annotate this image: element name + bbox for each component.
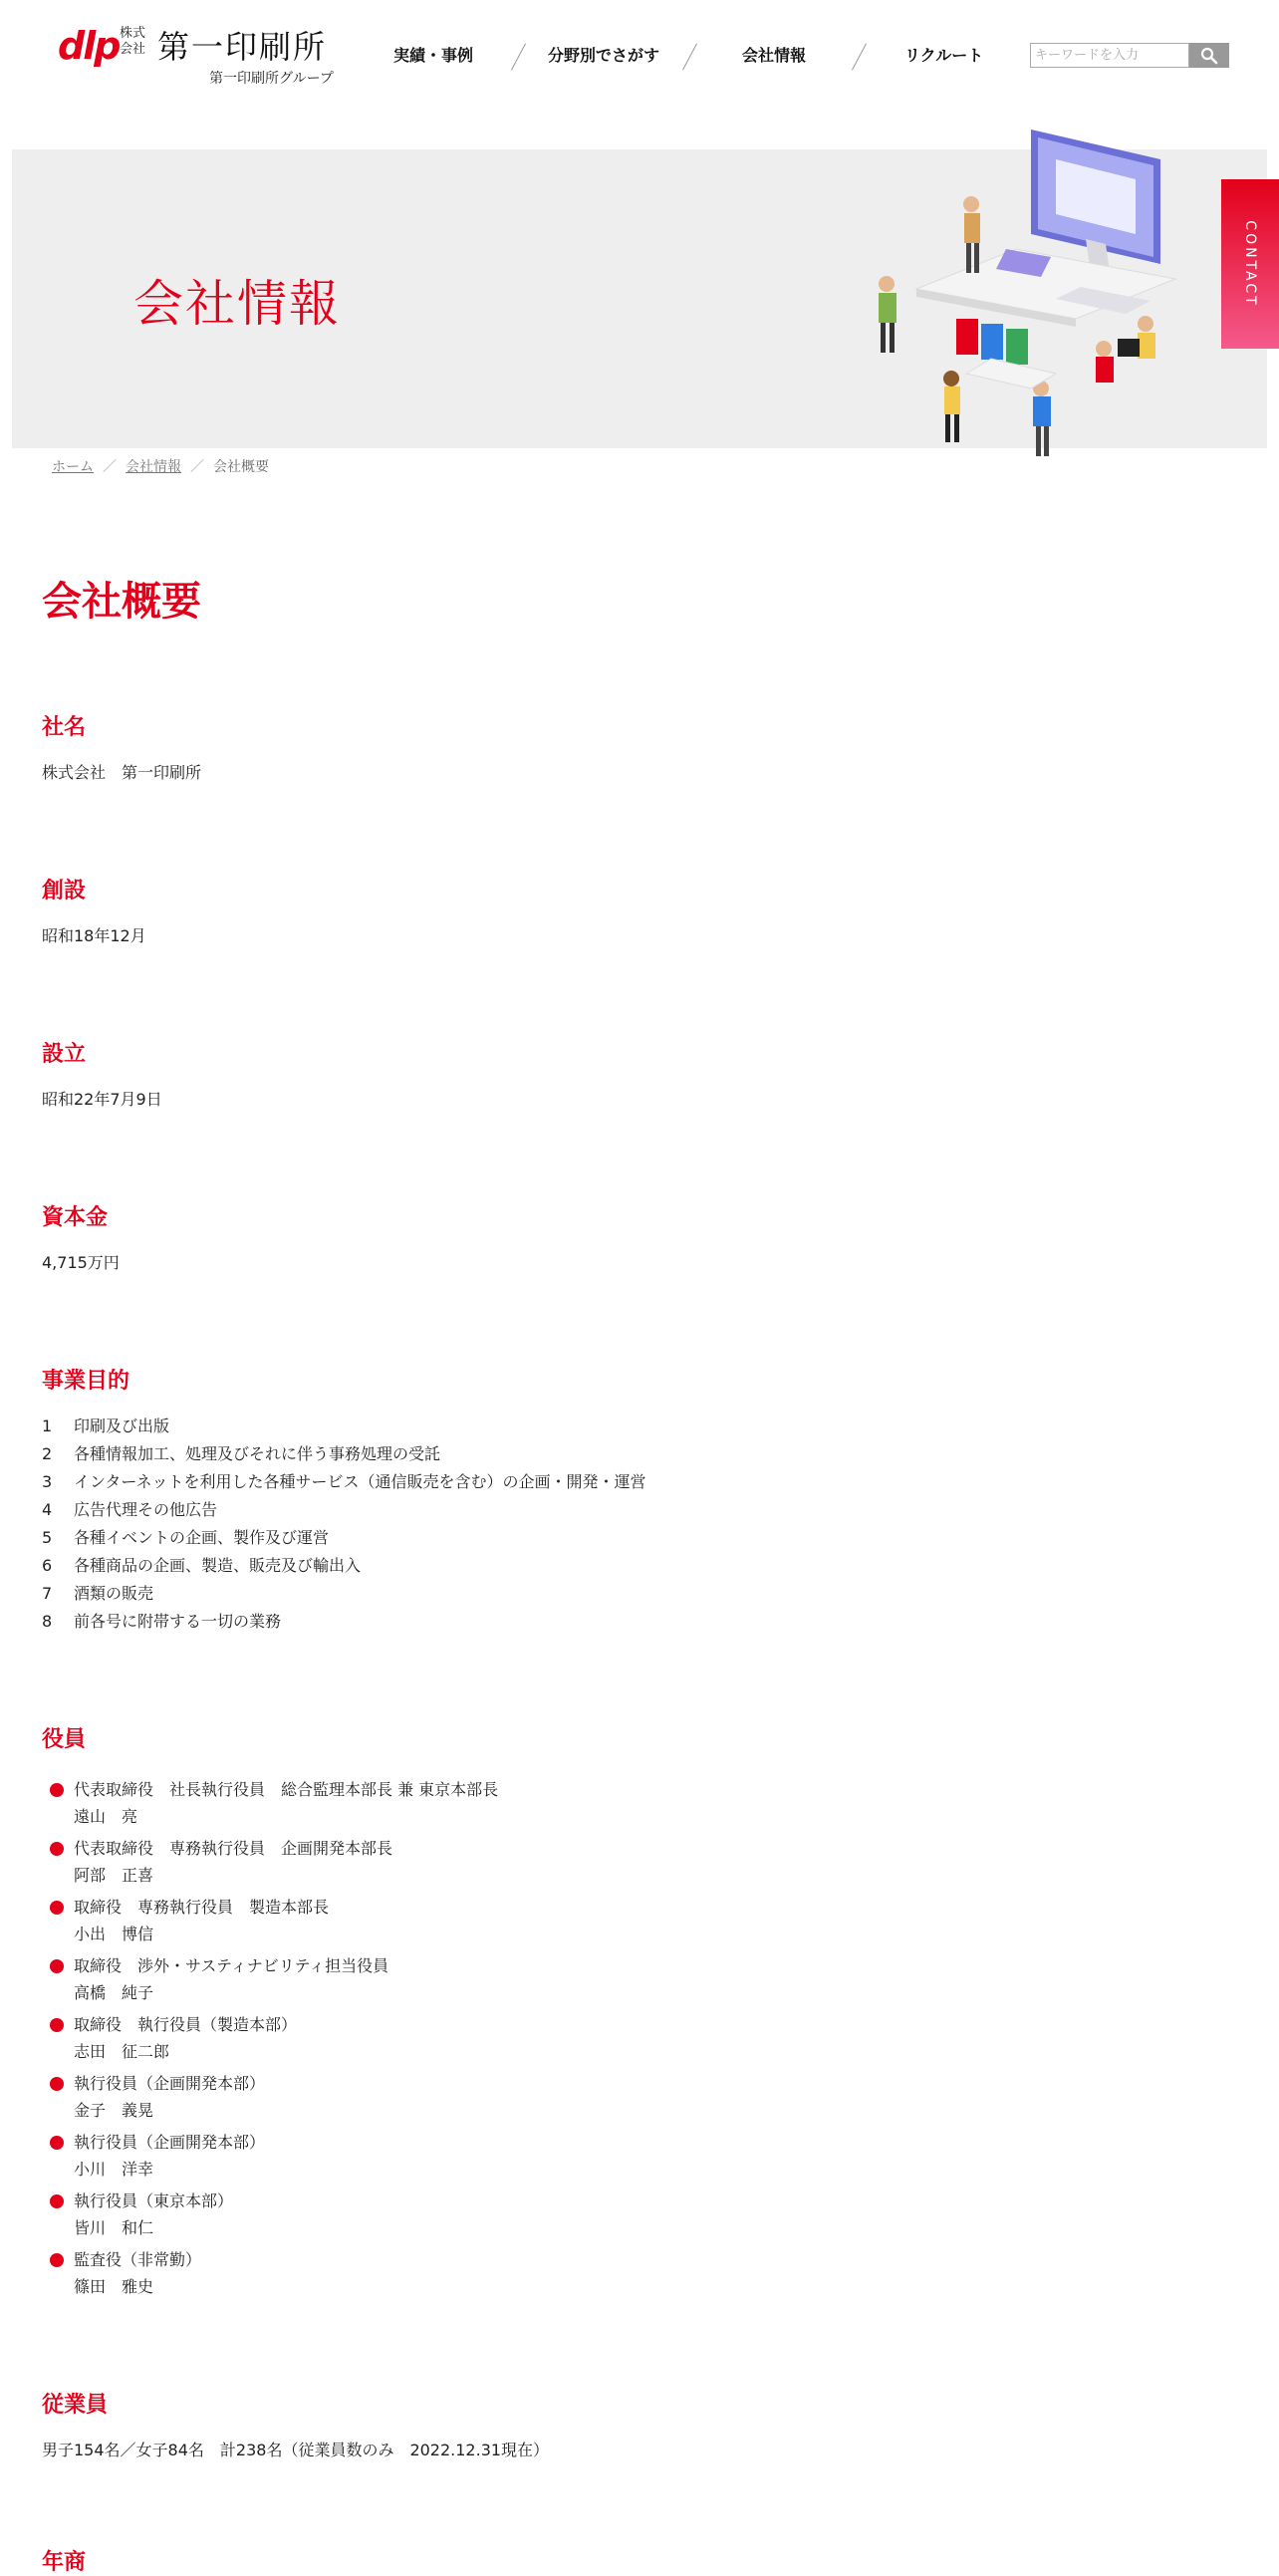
list-item — [42, 1496, 646, 1524]
officer-name: 志田 征二郎 — [74, 2042, 170, 2061]
nav-item-works[interactable]: 実績・事例 — [393, 46, 474, 65]
officer-role: 取締役 執行役員（製造本部） — [74, 2015, 298, 2034]
officer-role: 執行役員（東京本部） — [74, 2191, 234, 2210]
list-item — [50, 2070, 498, 2129]
bullet-icon — [50, 1783, 64, 1797]
list-item — [50, 1894, 498, 1952]
officers-heading: 役員 — [42, 1727, 87, 1752]
list-item — [42, 1468, 646, 1496]
list-item-number: 2 — [42, 1444, 53, 1463]
nav-item-fields[interactable]: 分野別でさがす — [548, 46, 660, 65]
bullet-icon — [50, 2077, 64, 2091]
search-input[interactable] — [1030, 43, 1189, 68]
breadcrumb — [52, 456, 269, 476]
bullet-icon — [50, 2018, 64, 2032]
officer-role: 執行役員（企画開発本部） — [74, 2133, 266, 2152]
nav-separator — [511, 44, 526, 71]
logo-kabushiki: 株式会社 — [120, 26, 146, 57]
bullet-icon — [50, 1901, 64, 1915]
founded-heading: 創設 — [42, 879, 87, 903]
list-item-text: 印刷及び出版 — [74, 1417, 170, 1435]
officer-role: 代表取締役 専務執行役員 企画開発本部長 — [74, 1839, 393, 1858]
officer-name: 皆川 和仁 — [74, 2218, 154, 2237]
employees-value: 男子154名／女子84名 計238名（従業員数のみ 2022.12.31現在） — [42, 2441, 550, 2459]
nav-separator — [852, 44, 867, 71]
list-item — [42, 1440, 646, 1468]
officer-name: 篠田 雅史 — [74, 2277, 154, 2296]
list-item-text: 酒類の販売 — [74, 1584, 154, 1603]
nav-separator — [682, 44, 697, 71]
capital-heading: 資本金 — [42, 1205, 109, 1230]
list-item-text: インターネットを利用した各種サービス（通信販売を含む）の企画・開発・運営 — [74, 1472, 646, 1491]
list-item-text: 前各号に附帯する一切の業務 — [74, 1612, 282, 1631]
list-item-text: 各種イベントの企画、製作及び運営 — [74, 1528, 330, 1547]
bullet-icon — [50, 1842, 64, 1856]
sales-heading: 年商 — [42, 2550, 87, 2575]
founded-value: 昭和18年12月 — [42, 926, 146, 945]
list-item — [42, 1552, 646, 1580]
bullet-icon — [50, 1959, 64, 1973]
employees-heading: 従業員 — [42, 2393, 109, 2418]
list-item — [42, 1524, 646, 1552]
bullet-icon — [50, 2136, 64, 2150]
officer-role: 取締役 渉外・サスティナビリティ担当役員 — [74, 1956, 389, 1975]
list-item-number: 7 — [42, 1584, 53, 1603]
officer-name: 小川 洋幸 — [74, 2160, 154, 2179]
officer-role: 執行役員（企画開発本部） — [74, 2074, 266, 2093]
page-title: 会社情報 — [133, 275, 341, 333]
breadcrumb-home[interactable]: ホーム — [52, 459, 94, 475]
nav-item-company[interactable]: 会社情報 — [742, 46, 807, 65]
search-icon — [1200, 47, 1218, 65]
breadcrumb-current: 会社概要 — [213, 459, 269, 475]
list-item — [50, 1952, 498, 2011]
list-item — [50, 1776, 498, 1835]
capital-value: 4,715万円 — [42, 1253, 120, 1272]
breadcrumb-separator: ／ — [103, 459, 117, 475]
list-item-number: 1 — [42, 1417, 53, 1435]
officer-name: 高橋 純子 — [74, 1983, 154, 2002]
company-name-heading: 社名 — [42, 715, 87, 740]
list-item — [42, 1580, 646, 1608]
nav-item-recruit[interactable]: リクルート — [904, 46, 984, 65]
list-item — [42, 1413, 646, 1440]
established-value: 昭和22年7月9日 — [42, 1090, 162, 1109]
list-item-number: 4 — [42, 1500, 53, 1519]
purpose-heading: 事業目的 — [42, 1369, 130, 1394]
officer-role: 取締役 専務執行役員 製造本部長 — [74, 1898, 330, 1917]
company-name-value: 株式会社 第一印刷所 — [42, 763, 202, 782]
logo-company-name: 第一印刷所 — [157, 28, 328, 66]
officer-role: 代表取締役 社長執行役員 総合監理本部長 兼 東京本部長 — [74, 1780, 499, 1799]
breadcrumb-company[interactable]: 会社情報 — [126, 459, 181, 475]
logo-group-name: 第一印刷所グループ — [209, 71, 334, 87]
bullet-icon — [50, 2194, 64, 2208]
list-item-number: 8 — [42, 1612, 53, 1631]
officer-role: 監査役（非常勤） — [74, 2250, 202, 2269]
list-item-number: 3 — [42, 1472, 53, 1491]
established-heading: 設立 — [42, 1042, 87, 1067]
officer-name: 阿部 正喜 — [74, 1866, 154, 1885]
site-logo[interactable] — [58, 22, 347, 92]
contact-label: CONTACT — [1242, 220, 1258, 308]
list-item — [50, 2011, 498, 2070]
list-item-text: 各種情報加工、処理及びそれに伴う事務処理の受託 — [74, 1444, 441, 1463]
list-item-text: 広告代理その他広告 — [74, 1500, 218, 1519]
list-item-number: 6 — [42, 1556, 53, 1575]
site-header — [0, 0, 1279, 110]
list-item — [42, 1608, 646, 1636]
logo-mark: dlp — [58, 24, 120, 68]
office-illustration — [857, 120, 1195, 468]
contact-tab[interactable] — [1221, 179, 1279, 349]
officer-list — [50, 1776, 498, 2305]
purpose-list — [42, 1413, 646, 1636]
list-item-number: 5 — [42, 1528, 53, 1547]
list-item-text: 各種商品の企画、製造、販売及び輸出入 — [74, 1556, 362, 1575]
bullet-icon — [50, 2253, 64, 2267]
officer-name: 小出 博信 — [74, 1925, 154, 1943]
list-item — [50, 2129, 498, 2188]
breadcrumb-separator: ／ — [190, 459, 204, 475]
officer-name: 金子 義晃 — [74, 2101, 154, 2120]
list-item — [50, 1835, 498, 1894]
search-button[interactable] — [1189, 43, 1229, 68]
list-item — [50, 2246, 498, 2305]
list-item — [50, 2188, 498, 2246]
section-title: 会社概要 — [42, 579, 201, 625]
search-box — [1030, 43, 1229, 68]
officer-name: 遠山 亮 — [74, 1807, 138, 1826]
